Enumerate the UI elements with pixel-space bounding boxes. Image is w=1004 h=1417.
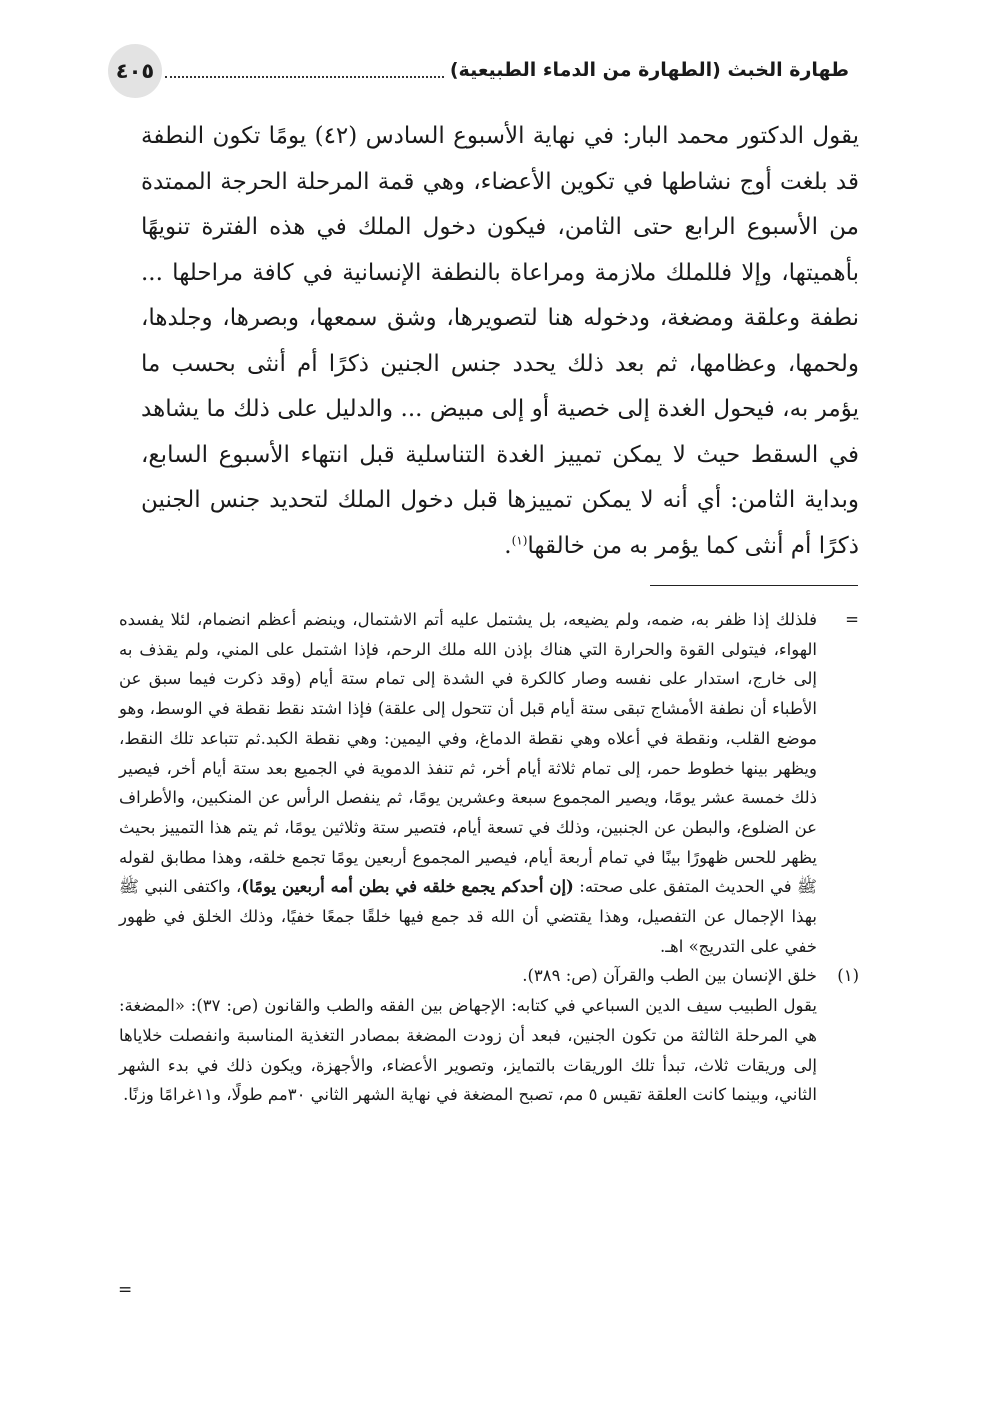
footnote-1-marker: (١) [837,966,859,986]
main-paragraph [141,114,859,569]
footnote-continuation [119,605,859,961]
continuation-text-before: فلذلك إذا ظفر به، ضمه، ولم يضيعه، بل يشتمل عليه أتم الاشتمال، وينضم أعظم انضمام، لئلا يفسده الهواء، فيتولى القوة والحرارة التي هناك بإذن الله ملك الرحم، فإذا اشتمل على المني، ولم يقذف به إلى خارج، استدار على نفسه وصار كالكرة في الشدة إلى تمام ستة أيام (وقد ذكرت فيما سبق عن الأطباء أن نطفة الأمشاج تبقى ستة أيام قبل أن تتحول إلى علقة) فإذا اشتد نقط نقطة في الوسط، وهو موضع القلب، ونقطة في أعلاه وهي نقطة الدماغ، وفي اليمين: وهي نقطة الكبد.ثم تتباعد تلك النقط، ويظهر بينها خطوط حمر، إلى تمام ثلاثة أيام أخر، ثم تنفذ الدموية في الجميع بعد ستة أيام أخر، فيصير ذلك خمسة عشر يومًا، ويصير المجموع سبعة وعشرين يومًا، ثم ينفصل الرأس عن المنكبين، والأطراف عن الضلوع، والبطن عن الجنبين، وذلك في تسعة أيام، فتصير ستة وثلاثين يومًا، ثم يتم هذا التمييز بحيث يظهر للحس ظهورًا بينًا في تمام أربعة أيام، فيصير المجموع أربعين يومًا تجمع خلقه، وهذا مطابق لقوله ﷺ في الحديث المتفق على صحته: [119,610,817,897]
footnote-1 [119,961,859,991]
header-dotted-leader [165,62,444,78]
main-paragraph-text: يقول الدكتور محمد البار: في نهاية الأسبوع السادس (٤٢) يومًا تكون النطفة قد بلغت أوج نشاطها في تكوين الأعضاء، وهي قمة المرحلة الحرجة الممتدة من الأسبوع الرابع حتى الثامن، فيكون دخول الملك في هذه الفترة تنويهًا بأهميتها، وإلا فللملك ملازمة ومراعاة بالنطفة الإنسانية في كافة مراحلها ... نطفة وعلقة ومضغة، ودخوله هنا لتصويرها، وشق سمعها، وبصرها، وجلدها، ولحمها، وعظامها، ثم بعد ذلك يحدد جنس الجنين ذكرًا أم أنثى بحسب ما يؤمر به، فيحول الغدة إلى خصية أو إلى مبيض ... والدليل على ذلك ما يشاهد في السقط حيث لا يمكن تمييز الغدة التناسلية قبل انتهاء الأسبوع السابع، وبداية الثامن: أي أنه لا يمكن تمييزها قبل دخول الملك لتحديد جنس الجنين ذكرًا أم أنثى كما يؤمر به من خالقها [141,123,859,559]
footnote-1-text: خلق الإنسان بين الطب والقرآن (ص: ٣٨٩). [522,966,817,986]
continuation-text [119,605,817,961]
footnotes-section [119,605,859,1110]
running-title: طهارة الخبث (الطهارة من الدماء الطبيعية) [449,59,849,81]
page-number: ٤٠٥ [108,44,162,98]
hadith-quote: (إن أحدكم يجمع خلقه في بطن أمه أربعين يومًا) [241,877,574,897]
main-paragraph-end: . [504,532,512,559]
running-header [159,54,849,86]
footnote-reference: (١) [511,532,528,547]
continuation-text-after: ، واكتفى النبي ﷺ بهذا الإجمال عن التفصيل، وهذا يقتضي أن الله قد جمع فيها خلقًا جمعًا خفيًا، وذلك الخلق في ظهور خفي على التدريج» اهـ. [119,877,817,956]
footnote-1-paragraph-2: يقول الطبيب سيف الدين السباعي في كتابه: الإجهاض بين الفقه والطب والقانون (ص: ٣٧): «المضغة: هي المرحلة الثالثة من تكون الجنين، فبعد أن زودت المضغة بمصادر التغذية المناسبة وانفصلت خلاياها إلى وريقات ثلاث، تبدأ تلك الوريقات بالتمايز، وتصوير الأعضاء، والأجهزة، ويكون ذلك في بدء الشهر الثاني، وبينما كانت العلقة تقيس ٥ مم، تصبح المضغة في نهاية الشهر الثاني ٣٠مم طولًا، و١١غرامًا وزنًا. [119,996,817,1105]
trailing-continuation-marker: = [118,1280,133,1300]
footnote-separator [650,585,858,586]
continuation-marker: = [845,610,859,629]
